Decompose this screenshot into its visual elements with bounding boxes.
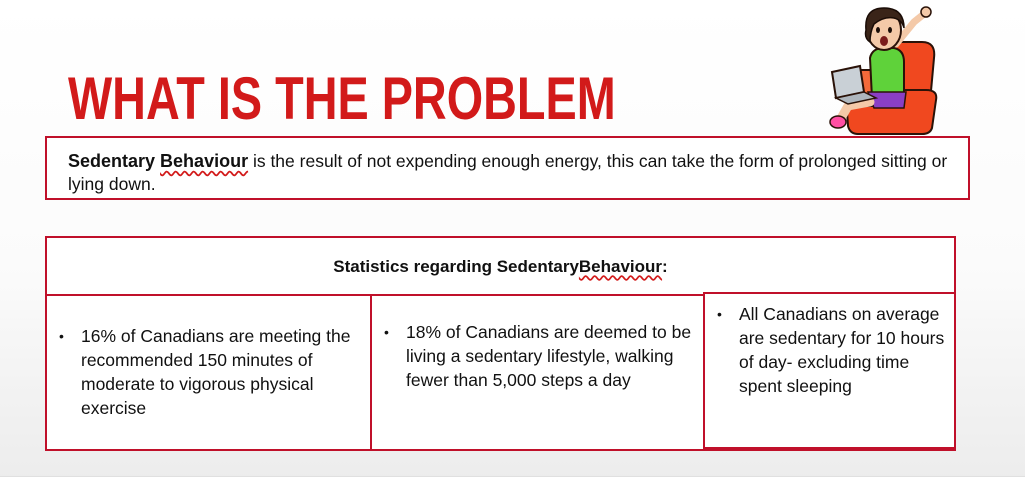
statistic-item-1: • 16% of Canadians are meeting the recommended 150 minutes of moderate to vigorous physical exercise	[51, 324, 360, 420]
definition-term-underlined: Behaviour	[160, 151, 249, 171]
statistics-heading-suffix: :	[662, 257, 668, 276]
statistics-heading	[47, 238, 954, 296]
statistic-item-2: • 18% of Canadians are deemed to be living a sedentary lifestyle, walking fewer than 5,000 steps a day	[376, 320, 693, 392]
mascot-on-armchair-icon	[818, 2, 946, 136]
statistic-list-2	[376, 320, 693, 392]
statistic-list-3	[709, 302, 946, 398]
definition-box	[45, 136, 970, 200]
statistic-item-3: • All Canadians on average are sedentary for 10 hours of day- excluding time spent sleeping	[709, 302, 946, 398]
definition-term	[68, 151, 248, 171]
statistic-cell-3	[703, 292, 956, 449]
slide-title: WHAT IS THE PROBLEM	[68, 65, 616, 132]
statistic-cell-1	[45, 294, 372, 451]
statistic-cell-2	[370, 294, 705, 451]
definition-term-prefix: Sedentary	[68, 151, 161, 171]
statistic-list-1	[51, 324, 360, 420]
definition-text: is the result of not expending enough energy, this can take the form of prolonged sitting or lying down.	[68, 151, 948, 194]
statistics-heading-underlined: Behaviour	[578, 257, 663, 276]
statistics-heading-prefix: Statistics regarding Sedentary	[333, 257, 579, 276]
